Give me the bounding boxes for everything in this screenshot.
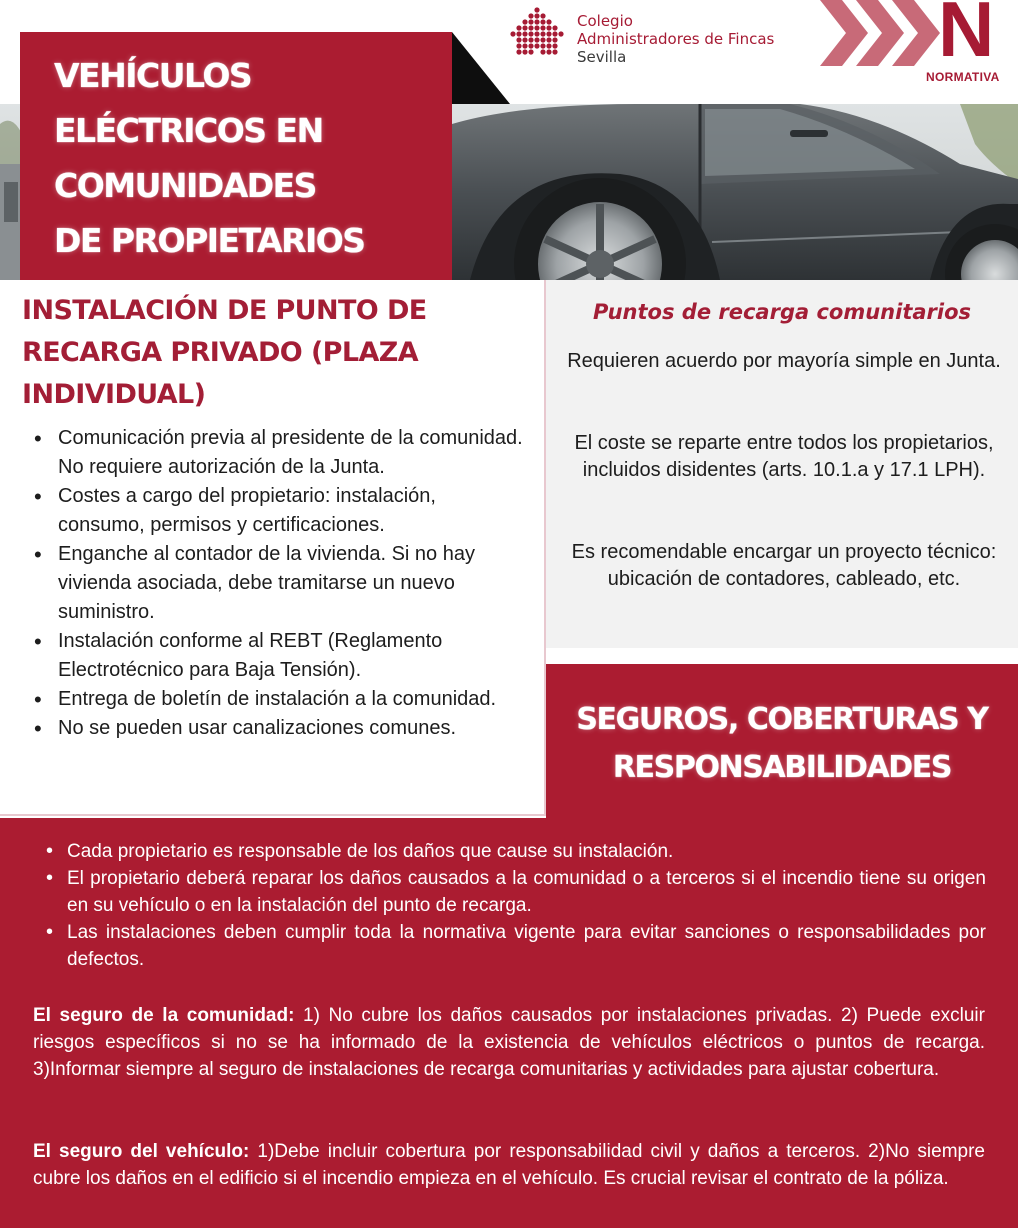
community-insurance-paragraph xyxy=(33,1002,985,1083)
title-line-3: COMUNIDADES xyxy=(54,166,316,205)
community-insurance-text: 1) No cubre los daños causados por instalaciones privadas. 2) Puede excluir riesgos específicos si no se ha informado de la existencia de vehículos eléctricos o puntos de recarga. 3)Informar siempre al seguro de instalaciones de recarga comunitarias y actividades para ajustar cobertura. xyxy=(33,1005,985,1080)
insurance-heading-line-2: RESPONSABILIDADES xyxy=(612,750,952,785)
list-item: • Enganche al contador de la vivienda. Si no hay vivienda asociada, debe tramitarse un nuevo suministro. xyxy=(28,540,528,627)
insurance-heading xyxy=(546,696,1018,792)
chevrons-icon xyxy=(820,0,940,66)
community-paragraph-project: Es recomendable encargar un proyecto técnico: ubicación de contadores, cableado, etc. xyxy=(571,541,997,590)
logo-text xyxy=(577,12,774,66)
list-item: • Entrega de boletín de instalación a la comunidad. xyxy=(28,685,528,714)
community-paragraph-cost: El coste se reparte entre todos los propietarios, incluidos disidentes (arts. 10.1.a y 17.1 LPH). xyxy=(574,432,994,481)
list-item: • No se pueden usar canalizaciones comunes. xyxy=(28,714,528,743)
community-insurance-label: El seguro de la comunidad: xyxy=(33,1005,295,1026)
list-item: • Comunicación previa al presidente de la comunidad. No requiere autorización de la Junta. xyxy=(28,424,528,482)
title-corner-triangle xyxy=(452,32,512,104)
vehicle-insurance-paragraph xyxy=(33,1138,985,1192)
logo-line-colegio: Colegio xyxy=(577,12,633,30)
private-charging-section xyxy=(0,280,546,816)
community-charging-heading: Puntos de recarga comunitarios xyxy=(592,300,972,324)
title-line-1: VEHÍCULOS xyxy=(54,56,252,95)
normativa-badge-label: NORMATIVA xyxy=(926,70,1000,84)
list-item: • Instalación conforme al REBT (Reglamento Electrotécnico para Baja Tensión). xyxy=(28,627,528,685)
list-item: • El propietario deberá reparar los daños causados a la comunidad o a terceros si el incendio tiene su origen en su vehículo o en la instalación del punto de recarga. xyxy=(34,865,986,919)
list-item: • Las instalaciones deben cumplir toda la normativa vigente para evitar sanciones o responsabilidades por defectos. xyxy=(34,919,986,973)
list-item: • Costes a cargo del propietario: instalación, consumo, permisos y certificaciones. xyxy=(28,482,528,540)
logo-dots-icon xyxy=(505,6,569,62)
vehicle-insurance-text: 1)Debe incluir cobertura por responsabilidad civil y daños a terceros. 2)No siempre cubre los daños en el edificio si el incendio empieza en el vehículo. Es crucial revisar el contrato de la póliza. xyxy=(33,1141,985,1189)
insurance-heading-line-1: SEGUROS, COBERTURAS Y xyxy=(576,702,988,737)
logo-line-administradores: Administradores de Fincas xyxy=(577,30,775,48)
insurance-banner xyxy=(546,664,1018,818)
private-charging-heading: INSTALACIÓN DE PUNTO DE RECARGA PRIVADO (PLAZA INDIVIDUAL) xyxy=(22,295,427,410)
logo-line-sevilla: Sevilla xyxy=(577,48,627,66)
insurance-section xyxy=(0,818,1018,1228)
normativa-badge-letter: N xyxy=(938,0,995,73)
insurance-list xyxy=(34,838,986,973)
private-charging-list xyxy=(28,424,528,743)
vehicle-insurance-label: El seguro del vehículo: xyxy=(33,1141,250,1162)
page-title xyxy=(54,48,434,268)
list-item: • Cada propietario es responsable de los daños que cause su instalación. xyxy=(34,838,986,865)
college-logo xyxy=(505,6,805,66)
title-line-2: ELÉCTRICOS EN xyxy=(54,111,323,150)
title-line-4: DE PROPIETARIOS xyxy=(54,221,365,260)
community-paragraph-majority: Requieren acuerdo por mayoría simple en Junta. xyxy=(567,350,1001,372)
community-charging-section xyxy=(546,280,1018,648)
